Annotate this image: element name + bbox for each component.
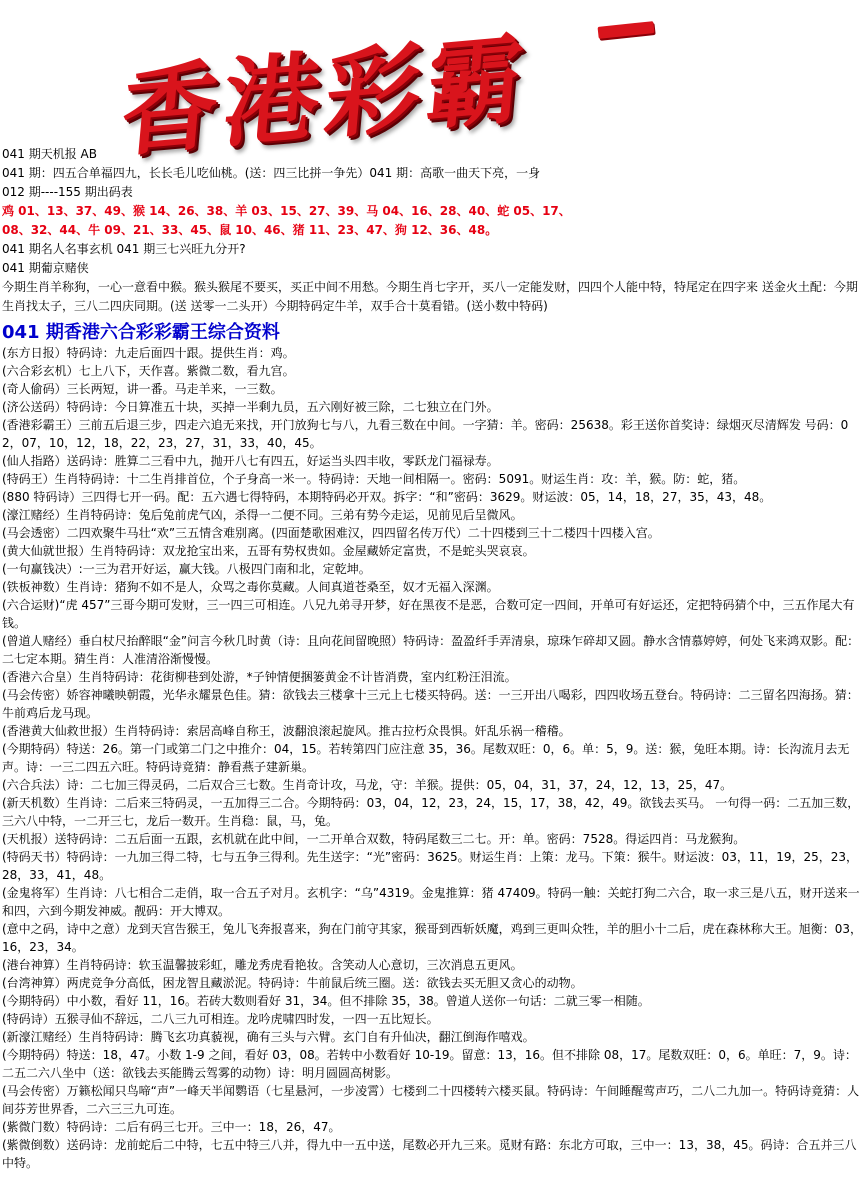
entry-paragraph: (马会传密）万籁松闻只鸟啼“声”一峰天半闻鹦语（七星悬河，一步凌霄）七楼到二十四楼转六楼买鼠。特码诗：午间睡醒莺声巧，二八二九加一。特码诗竟猜：人间芬芳世界香，二六三三九可连。 xyxy=(2,1084,860,1116)
entry-paragraph: (六合运财)“虎 457”三哥今期可发财，三一四三可相连。八兄九弟寻开梦，好在黑夜不是恶，合数可定一四间，开单可有好运还，定把特码猜个中，三五作尾大有钱。 xyxy=(2,598,855,630)
code-line: 鸡 01、13、37、49、猴 14、26、38、羊 03、15、27、39、马 04、16、28、40、蛇 05、17、 xyxy=(2,204,571,218)
entry-paragraph: (黄大仙就世报）生肖特码诗：双龙抢宝出来，五哥有势权贵如。金屋藏娇定富贵，不是蛇头哭哀哀。 xyxy=(2,544,535,558)
code-line: 08、32、44、牛 09、21、33、45、鼠 10、46、猪 11、23、47、狗 12、36、48。 xyxy=(2,223,498,237)
entry-paragraph: (港台神算）生肖特码诗：软玉温馨披彩虹，雕龙秀虎看艳妆。含笑动人心意切，三次消息五更风。 xyxy=(2,958,523,972)
entry-paragraph: (意中之码，诗中之意）龙到天宫告猴王，兔儿飞奔报喜来，狗在门前守其家，猴哥到西斩妖魔，鸡到三更叫众牲，羊的胆小十二后，虎在森林称大王。旭衡：03，16，23，34。 xyxy=(2,922,862,954)
entry-paragraph: (仙人指路）送码诗：胜算二三看中九，抛开八七有四五，好运当头四丰收，零跃龙门福禄寿。 xyxy=(2,454,499,468)
entry-paragraph: (香港六合皇）生肖特码诗：花街柳巷到处游，*子钟情便捆篓黄金不计皆消费，室内红粉汪泪流。 xyxy=(2,670,517,684)
entry-paragraph: (台湾神算）两虎竞争分高低，困龙智且藏淤泥。特码诗：牛前鼠后统三圈。送：欲钱去买无胆又贪心的动物。 xyxy=(2,976,583,990)
entry-paragraph: (铁板神数）生肖诗：猪狗不如不是人，众骂之毒你莫藏。人间真道苍桑至，奴才无福入深渊。 xyxy=(2,580,499,594)
page-heading: 041 期香港六合彩彩霸王综合资料 xyxy=(2,322,280,343)
entry-paragraph: (东方日报）特码诗：九走后面四十跟。提供生肖：鸡。 xyxy=(2,346,295,360)
entry-paragraph: (濠江赌经）生肖特码诗：兔后兔前虎气凶，杀得一二便不同。三弟有势今走运，见前见后呈微风。 xyxy=(2,508,523,522)
entry-paragraph: (一句赢钱决）:一三为君开好运，赢大钱。八极四门南和北，定乾坤。 xyxy=(2,562,371,576)
entry-paragraph: (曾道人赌经）垂白杖尺抬醉眼“金”问言今秋几时黄（诗：且向花间留晚照）特码诗：盈盈纤手弄清泉，琼珠乍碎却又圆。静水含情慕婷婷，何处飞来鸿双影。配：二七定本期。猜生肖：人准清浴渐慢慢。 xyxy=(2,634,860,666)
entry-paragraph: (天机报）送特码诗：二五后面一五跟，玄机就在此中间，一二开单合双数，特码尾数三二七。开：单。密码：7528。得运四肖：马龙猴狗。 xyxy=(2,832,746,846)
top-section xyxy=(2,145,862,316)
entry-paragraph: (济公送码）特码诗：今日算准五十块，买掉一半剩九员，五六刚好被三除，二七独立在门外。 xyxy=(2,400,499,414)
entry-paragraph: (六合兵法）诗：二七加三得灵码，二后双合三七数。生肖奇计攻，马龙，守：羊猴。提供：05，04，31，37，24，12，13，25，47。 xyxy=(2,778,733,792)
top-line: 041 期：四五合单福四九，长长毛儿吃仙桃。(送：四三比拼一争先）041 期：高歌一曲天下亮，一身 xyxy=(2,166,541,180)
entry-paragraph: (今期特码）特送：26。第一门或第二门之中推介：04，15。若转第四门应注意 35，36。尾数双旺：0，6。单：5，9。送：猴，兔旺本期。诗：长沟流月去无声。诗：一三二四五六旺。特码诗竟猜：静看燕子建新巢。 xyxy=(2,742,850,774)
mid-line: 041 期名人名事玄机 041 期三七兴旺九分开? xyxy=(2,242,246,256)
entry-paragraph: (新天机数）生肖诗：二后来三特码灵，一五加得三二合。今期特码：03，04，12，23，24，15，17，38，42，49。欲钱去买马。 一句得一码：二五加三数，三六八中特，一二开三七，龙后一数开。生肖稳：鼠，马，兔。 xyxy=(2,796,860,828)
entry-paragraph: (今期特码）特送：18，47。小数 1-9 之间，看好 03，08。若转中小数看好 10-19。留意：13，16。但不排除 08，17。尾数双旺：0，6。单旺：7，9。诗：二五二六八坐中（送：欲钱去买能腾云驾雾的动物）诗：明月圆圆高树影。 xyxy=(2,1048,857,1080)
entry-paragraph: (特码王）生肖特码诗：十二生肖排首位，个子身高一米一。特码诗：天地一间相隔一。密码：5091。财运生肖：攻：羊，猴。防：蛇，猪。 xyxy=(2,472,746,486)
entry-paragraph: (马会传密）娇容神曦映朝霞，光华永耀景色佳。猜：欲钱去三楼拿十三元上七楼买特码。送：一三开出八喝彩，四四收场五登台。特码诗：二三留名四海扬。猜：牛前鸡后龙马现。 xyxy=(2,688,859,720)
mid-line: 041 期葡京赌侠 xyxy=(2,261,89,275)
entry-paragraph: (香港黄大仙救世报）生肖特码诗：索居高峰自称王，波翻浪滚起旋风。推古拉朽众畏惧。奸乱乐祸一稽稽。 xyxy=(2,724,571,738)
entry-paragraph: (特码诗）五猴寻仙不辞远，二八三九可相连。龙吟虎啸四时发，一四一五比短长。 xyxy=(2,1012,439,1026)
entry-paragraph: (金鬼将军）生肖诗：八七相合二走俏，取一合五子对月。玄机字：“乌”4319。金鬼推算：猪 47409。特码一触：关蛇打狗二六合，取一求三是八五，财开送来一和四，六到今期发神威。靓码：开大博双。 xyxy=(2,886,860,918)
entry-paragraph: (马会透密）二四欢聚牛马壮“欢”三五情含难别离。(四面楚歌困难汉，四四留名传万代）二十四楼到三十二楼四十四楼入宫。 xyxy=(2,526,660,540)
entry-paragraph: (今期特码）中小数，看好 11，16。若砖大数则看好 31，34。但不排除 35，38。曾道人送你一句话：二就三零一相随。 xyxy=(2,994,650,1008)
entry-paragraph: (紫微倒数）送码诗：龙前蛇后二中特，七五中特三八并，得九中一五中送，尾数必开九三来。觅财有路：东北方可取，三中一：13，38，45。码诗：合五并三八中特。 xyxy=(2,1138,857,1170)
entry-paragraph: (新濠江赌经）生肖特码诗：腾飞玄功真藐视，确有三头与六臂。玄门自有升仙决，翻江倒海作嘻戏。 xyxy=(2,1030,535,1044)
entry-paragraph: (特码天书）特码诗：一九加三得二特，七与五争三得利。先生送字：“光”密码：3625。财运生肖：上策：龙马。下策：猴牛。财运波：03，11，19，25，23，28，33，41，48。 xyxy=(2,850,859,882)
mid-paragraph: 今期生肖羊称狗，一心一意看中猴。猴头猴尾不要买，买正中间不用愁。今期生肖七字开，买八一定能发财，四四个人能中特，特尾定在四字来 送金火土配：今期生肖找太子，三八二四庆同期。(送 送零一二头开）今期特码定牛羊，双手合十莫看错。(送小数中特码) xyxy=(2,280,858,313)
entry-paragraph: (奇人偷码）三长两短，讲一番。马走羊来，一三数。 xyxy=(2,382,283,396)
entry-paragraph: (六合彩玄机）七上八下，天作喜。紫微二数，看九宫。 xyxy=(2,364,295,378)
banner-decoration xyxy=(598,21,655,39)
banner-title: 香港彩霸 xyxy=(117,20,534,171)
entry-paragraph: (紫微门数）特码诗：二后有码三七开。三中一：18，26，47。 xyxy=(2,1120,341,1134)
entry-paragraph: (880 特码诗）三四得七开一码。配：五六遇七得特码，本期特码必开双。拆字：“和”密码：3629。财运波：05，14，18，27，35，43，48。 xyxy=(2,490,772,504)
entries-list xyxy=(2,344,862,1172)
top-line: 041 期天机报 AB xyxy=(2,147,97,161)
entry-paragraph: (香港彩霸王）三前五后退三步，四走六追无来找，开门放狗七与八，九看三数在中间。一字猜：羊。密码：25638。彩王送你首奖诗：绿烟灭尽清辉发 号码：02，07，10，12，18，22，23，27，31，33，40，45。 xyxy=(2,418,849,450)
top-line: 012 期----155 期出码表 xyxy=(2,185,133,199)
